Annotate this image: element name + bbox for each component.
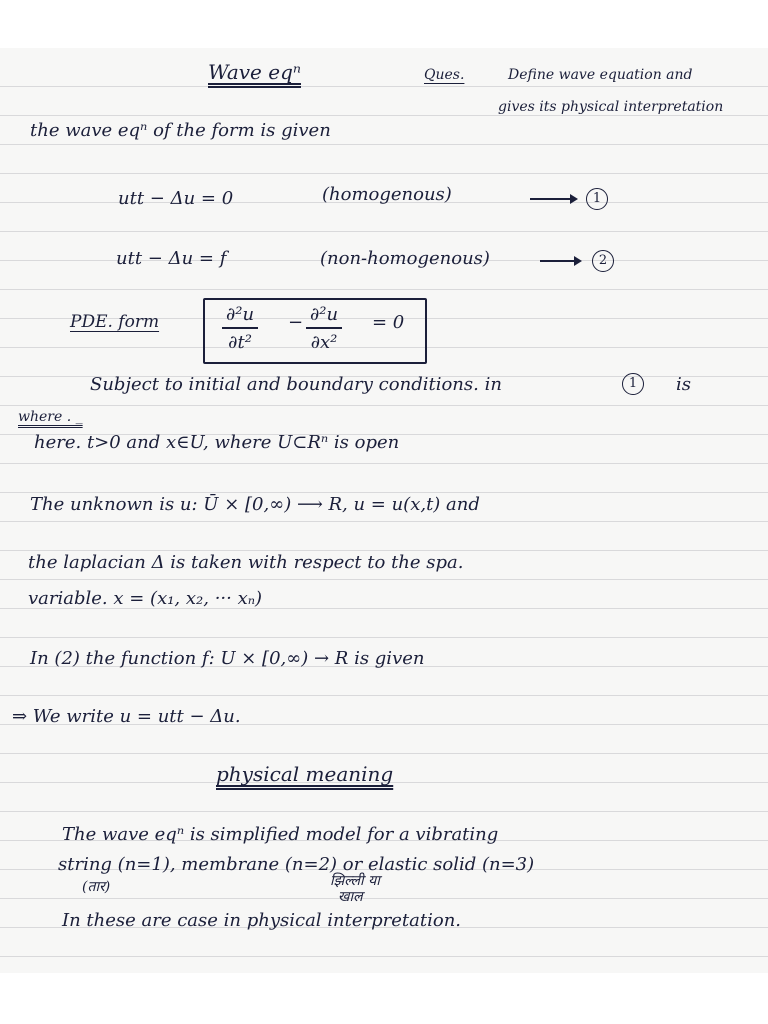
equation-1-number-badge — [586, 188, 608, 210]
equation-1-number: 1 — [586, 188, 608, 210]
unknown-line: The unknown is u: Ū × [0,∞) ⟶ R, u = u(x,t) and — [30, 494, 480, 515]
membrane-note-2: खाल — [338, 889, 363, 905]
these-line: In these are case in physical interpretation. — [62, 910, 462, 931]
pde-den-1: ∂t² — [228, 332, 252, 353]
question-label: Ques. — [424, 67, 465, 83]
arrow-icon — [530, 198, 576, 200]
physical-meaning-heading: physical meaning — [216, 762, 394, 786]
where-label: where . _ — [18, 409, 83, 425]
page-title: Wave eqⁿ — [208, 60, 301, 84]
subject-line: Subject to initial and boundary conditions. in — [90, 374, 502, 395]
wave-model-line: The wave eqⁿ is simplified model for a vibrating — [62, 824, 499, 845]
subject-number: 1 — [622, 373, 644, 395]
we-write-line: ⇒ We write u = utt − Δu. — [12, 706, 241, 727]
question-line-2: gives its physical interpretation — [498, 99, 724, 115]
subject-number-badge — [622, 373, 644, 395]
pde-rhs: = 0 — [372, 312, 405, 333]
equation-1-type: (homogenous) — [322, 184, 452, 205]
notebook-page — [0, 48, 768, 973]
intro-line: the wave eqⁿ of the form is given — [30, 120, 331, 141]
laplacian-line: the laplacian Δ is taken with respect to the spa. — [28, 552, 464, 573]
pde-fraction-1 — [222, 304, 258, 353]
string-note: (तार) — [82, 879, 111, 895]
in2-line: In (2) the function f: U × [0,∞) → R is given — [30, 648, 425, 669]
subject-line-end: is — [676, 374, 691, 395]
pde-fraction-2 — [306, 304, 342, 353]
equation-2: utt − Δu = f — [116, 248, 227, 269]
equation-2-number-badge — [592, 250, 614, 272]
pde-num-2: ∂²u — [306, 304, 342, 329]
pde-den-2: ∂x² — [310, 332, 338, 353]
question-line-1: Define wave equation and — [508, 67, 693, 83]
pde-num-1: ∂²u — [222, 304, 258, 329]
string-line: string (n=1), membrane (n=2) or elastic solid (n=3) — [58, 854, 535, 875]
variable-line: variable. x = (x₁, x₂, ··· xₙ) — [28, 588, 263, 609]
membrane-note-1: झिल्ली या — [330, 873, 380, 889]
here-line: here. t>0 and x∈U, where U⊂Rⁿ is open — [34, 432, 400, 453]
equation-2-type: (non-homogenous) — [320, 248, 490, 269]
arrow-icon — [540, 260, 580, 262]
equation-2-number: 2 — [592, 250, 614, 272]
equation-1: utt − Δu = 0 — [118, 188, 234, 209]
pde-minus: − — [288, 312, 304, 333]
pde-label: PDE. form — [70, 312, 160, 332]
